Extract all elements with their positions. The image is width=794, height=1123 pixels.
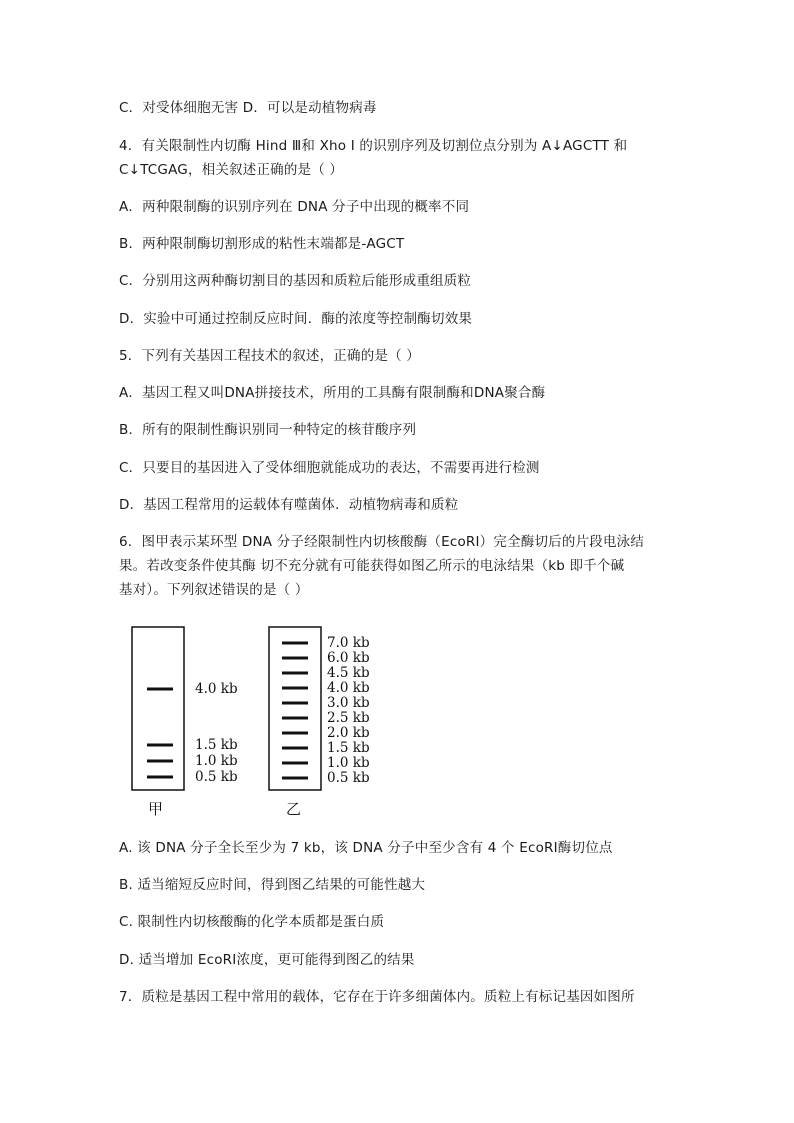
text-line: A. 该 DNA 分子全长至少为 7 kb，该 DNA 分子中至少含有 4 个 EcoRⅠ酶切位点 (119, 840, 613, 856)
text-line: 5．下列有关基因工程技术的叙述，正确的是（ ） (119, 348, 420, 364)
text-line: C．只要目的基因进入了受体细胞就能成功的表达，不需要再进行检测 (119, 460, 540, 476)
text-line: 果。若改变条件使其酶 切不充分就有可能获得如图乙所示的电泳结果（kb 即千个碱 (119, 558, 625, 574)
text-line: 基对）。下列叙述错误的是（ ） (119, 582, 309, 598)
band-label: 6.0 kb (327, 650, 370, 666)
band-label: 7.0 kb (327, 635, 370, 651)
text-line: C↓TCGAG，相关叙述正确的是（ ） (119, 162, 344, 178)
text-line: A．基因工程又叫DNA拼接技术，所用的工具酶有限制酶和DNA聚合酶 (119, 385, 546, 401)
band-label: 1.5 kb (327, 740, 370, 756)
band-label: 2.0 kb (327, 725, 370, 741)
band-label: 0.5 kb (195, 769, 238, 785)
band-label: 1.5 kb (195, 737, 238, 753)
gel-yi-lane (269, 627, 321, 790)
band-label: 3.0 kb (327, 695, 370, 711)
text-line: A．两种限制酶的识别序列在 DNA 分子中出现的概率不同 (119, 199, 470, 215)
band-label: 1.0 kb (195, 753, 238, 769)
gel-label: 甲 (148, 800, 164, 818)
electrophoresis-figure (120, 622, 400, 822)
gel-jia-lane (132, 627, 184, 790)
text-line: 6．图甲表示某环型 DNA 分子经限制性内切核酸酶（EcoRⅠ）完全酶切后的片段电泳结 (119, 534, 645, 550)
band-label: 2.5 kb (327, 710, 370, 726)
text-line: 7．质粒是基因工程中常用的载体，它存在于许多细菌体内。质粒上有标记基因如图所 (119, 989, 635, 1005)
gel-yi (269, 627, 370, 818)
band-label: 1.0 kb (327, 755, 370, 771)
text-line: D．实验中可通过控制反应时间．酶的浓度等控制酶切效果 (119, 311, 473, 327)
text-line: 4．有关限制性内切酶 Hind Ⅲ和 Xho Ⅰ 的识别序列及切割位点分别为 A↓AGCTT 和 (119, 138, 628, 154)
text-line: D．基因工程常用的运载体有噬菌体．动植物病毒和质粒 (119, 497, 459, 513)
text-line: C. 限制性内切核酸酶的化学本质都是蛋白质 (119, 914, 385, 930)
text-line: B．所有的限制性酶识别同一种特定的核苷酸序列 (119, 422, 417, 438)
text-line: C．分别用这两种酶切割目的基因和质粒后能形成重组质粒 (119, 273, 472, 289)
text-line: D. 适当增加 EcoRⅠ浓度，更可能得到图乙的结果 (119, 952, 415, 968)
band-label: 0.5 kb (327, 770, 370, 786)
text-line: C．对受体细胞无害 D．可以是动植物病毒 (119, 100, 377, 116)
text-line: B．两种限制酶切割形成的粘性末端都是-AGCT (119, 236, 405, 252)
gel-jia (132, 627, 238, 818)
band-label: 4.0 kb (195, 681, 238, 697)
band-label: 4.0 kb (327, 680, 370, 696)
text-line: B. 适当缩短反应时间，得到图乙结果的可能性越大 (119, 877, 426, 893)
gel-label: 乙 (286, 800, 302, 818)
band-label: 4.5 kb (327, 665, 370, 681)
